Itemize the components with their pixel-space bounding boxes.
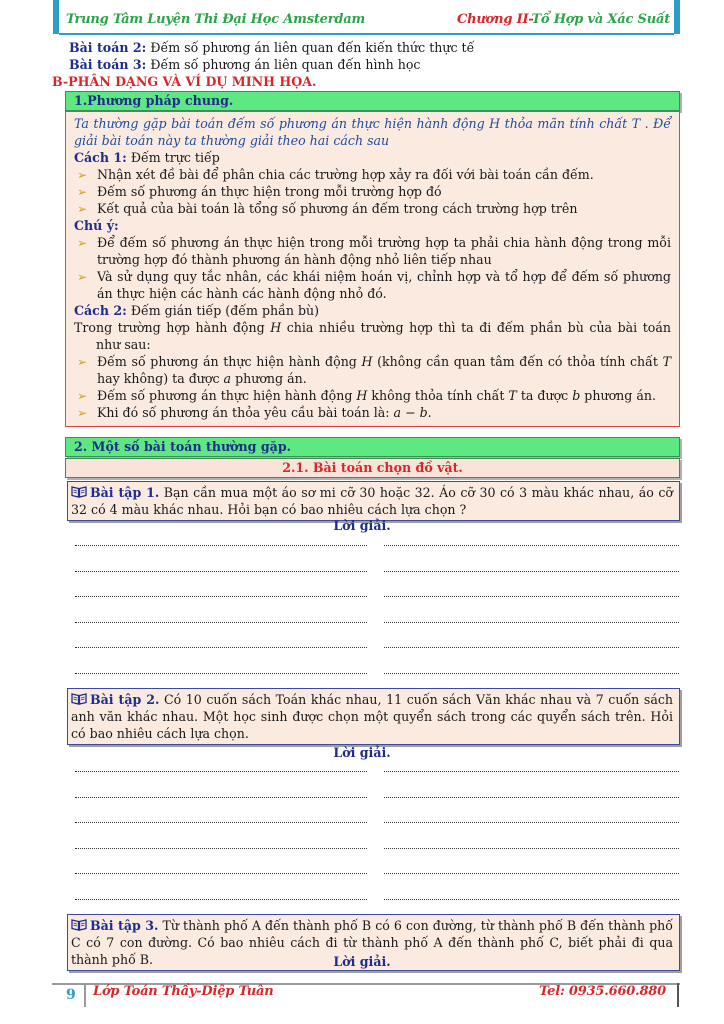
section-b-heading: B-PHÂN DẠNG VÀ VÍ DỤ MINH HỌA. [52, 74, 317, 89]
header-chapter-title [457, 12, 670, 27]
exercise-2-label: Bài tập 2. [90, 692, 160, 707]
answer-dotted-line [75, 545, 367, 546]
method-intro [74, 115, 671, 149]
answer-dotted-line [75, 899, 367, 900]
cach1-heading [74, 149, 671, 166]
answer-dotted-line [75, 797, 367, 798]
list-item-text: Đếm số phương án thực hiện hành động [97, 388, 357, 403]
answer-dotted-line [75, 771, 367, 772]
solution-label: Lời giải. [333, 745, 391, 760]
exercise-3-label: Bài tập 3. [90, 918, 159, 933]
header-right-bar [674, 0, 680, 34]
math-expression: a − b [393, 405, 428, 420]
list-item [74, 268, 671, 302]
arrow-bullet-icon: ➢ [77, 406, 88, 420]
solution-label: Lời giải. [333, 954, 391, 969]
method-box [65, 111, 680, 427]
header-divider [59, 33, 674, 35]
answer-dotted-line [75, 647, 367, 648]
method-intro-text-c: . Để giải bài toán này ta thường giải theo hai cách sau [74, 116, 671, 148]
open-book-icon [71, 919, 87, 931]
answer-dotted-line [384, 596, 679, 597]
cach2-para-text-a: Trong trường hợp hành động [74, 320, 271, 335]
math-var-h: H [489, 116, 501, 131]
list-item-text: Nhận xét đề bài để phân chia các trường hợp xảy ra đối với bài toán cần đếm. [97, 167, 594, 182]
answer-dotted-line [384, 873, 679, 874]
math-var-t: T [631, 116, 641, 131]
arrow-bullet-icon: ➢ [77, 270, 88, 284]
answer-dotted-line [384, 545, 679, 546]
exercise-1-box [67, 481, 680, 521]
list-item [74, 353, 671, 387]
answer-dotted-line [384, 571, 679, 572]
chu-y-label: Chú ý: [74, 218, 119, 233]
list-item-text: ta được [516, 388, 573, 403]
arrow-bullet-icon: ➢ [77, 185, 88, 199]
list-item [74, 404, 671, 421]
exercise-1-text: Bạn cần mua một áo sơ mi cỡ 30 hoặc 32. Áo cỡ 30 có 3 màu khác nhau, áo cỡ 32 có 4 màu khác nhau. Hỏi bạn có bao nhiêu cách lựa chọn ? [71, 485, 674, 517]
math-var-h: H [270, 320, 282, 335]
arrow-bullet-icon: ➢ [77, 202, 88, 216]
list-item-text: phương án. [580, 388, 656, 403]
list-item [74, 200, 671, 217]
intro-problem-3 [69, 57, 420, 72]
answer-dotted-line [384, 771, 679, 772]
footer-phone: Tel: 0935.660.880 [539, 984, 666, 999]
section-2-title: 2. Một số bài toán thường gặp. [65, 437, 680, 457]
cach1-list [74, 166, 671, 217]
answer-dotted-line [75, 822, 367, 823]
list-item-text: Để đếm số phương án thực hiện trong mỗi trường hợp ta phải chia hành động trong mỗi trường hợp đó thành phương án hành động nhỏ liên tiếp nhau [97, 235, 671, 267]
intro-problem-2 [69, 40, 474, 55]
cach2-para-text-b: chia nhiều trường hợp thì ta đi đếm phần bù của bài toán như sau: [96, 320, 671, 352]
intro-problem-2-label: Bài toán 2: [69, 40, 147, 55]
answer-dotted-line [75, 596, 367, 597]
list-item-text: Đếm số phương án thực hiện hành động [97, 354, 362, 369]
footer-right-bar [677, 983, 679, 1007]
arrow-bullet-icon: ➢ [77, 355, 88, 369]
answer-dotted-line [384, 673, 679, 674]
solution-label: Lời giải. [333, 518, 391, 533]
open-book-icon [71, 693, 87, 705]
exercise-2-text: Có 10 cuốn sách Toán khác nhau, 11 cuốn sách Văn khác nhau và 7 cuốn sách anh văn khác nhau. Một học sinh được chọn một quyển sách trong các quyển sách trên. Hỏi có bao nhiêu cách lựa chọn. [71, 692, 673, 741]
answer-dotted-line [384, 647, 679, 648]
chu-y-heading [74, 217, 671, 234]
header-chapter-number: Chương II- [457, 12, 532, 27]
list-item-text: Đếm số phương án thực hiện trong mỗi trường hợp đó [97, 184, 442, 199]
answer-dotted-line [75, 571, 367, 572]
chu-y-list [74, 234, 671, 302]
list-item [74, 387, 671, 404]
math-var-h: H [361, 354, 373, 369]
arrow-bullet-icon: ➢ [77, 236, 88, 250]
math-var-t: T [508, 388, 517, 403]
list-item-text: Và sử dụng quy tắc nhân, các khái niệm hoán vị, chỉnh hợp và tổ hợp để đếm số phương án thực hiện các hành các hành động nhỏ đó. [97, 269, 671, 301]
list-item [74, 166, 671, 183]
list-item-text: hay không) ta được [97, 371, 224, 386]
answer-dotted-line [384, 822, 679, 823]
list-item-text: Kết quả của bài toán là tổng số phương án đếm trong cách trường hợp trên [97, 201, 578, 216]
cach2-text: Đếm gián tiếp (đếm phần bù) [126, 303, 320, 318]
method-intro-text-a: Ta thường gặp bài toán đếm số phương án thực hiện hành động [74, 116, 490, 131]
section-2-1-title: 2.1. Bài toán chọn đồ vật. [65, 458, 680, 478]
header-center-name: Trung Tâm Luyện Thi Đại Học Amsterdam [66, 12, 366, 27]
cach1-label: Cách 1: [74, 150, 127, 165]
footer-separator [84, 983, 86, 1007]
header-chapter-topic: Tổ Hợp và Xác Suất [531, 12, 670, 27]
exercise-1-label: Bài tập 1. [90, 485, 160, 500]
math-var-a: a [223, 371, 232, 386]
math-var-h: H [356, 388, 368, 403]
answer-dotted-line [75, 848, 367, 849]
answer-dotted-line [75, 673, 367, 674]
intro-problem-3-text: Đếm số phương án liên quan đến hình học [146, 57, 421, 72]
answer-dotted-line [384, 797, 679, 798]
answer-dotted-line [75, 873, 367, 874]
list-item-text: . [427, 405, 432, 420]
footer-class-name: Lớp Toán Thầy-Diệp Tuân [93, 984, 274, 999]
cach2-label: Cách 2: [74, 303, 127, 318]
list-item [74, 183, 671, 200]
list-item-text: không thỏa tính chất [367, 388, 509, 403]
intro-problem-2-text: Đếm số phương án liên quan đến kiến thức thực tế [146, 40, 475, 55]
cach2-heading [74, 302, 671, 319]
page-number: 9 [66, 987, 76, 1003]
exercise-3-text: Từ thành phố A đến thành phố B có 6 con đường, từ thành phố B đến thành phố C có 7 con đường. Có bao nhiêu cách đi từ thành phố A đến thành phố C, biết phải đi qua thành phố B. [71, 918, 673, 967]
answer-dotted-line [384, 899, 679, 900]
answer-dotted-line [384, 848, 679, 849]
list-item-text: (không cần quan tâm đến có thỏa tính chất [372, 354, 663, 369]
open-book-icon [71, 486, 87, 498]
arrow-bullet-icon: ➢ [77, 168, 88, 182]
arrow-bullet-icon: ➢ [77, 389, 88, 403]
math-var-b: b [572, 388, 581, 403]
method-intro-text-b: thỏa mãn tính chất [500, 116, 632, 131]
list-item-text: Khi đó số phương án thỏa yêu cầu bài toán là: [97, 405, 394, 420]
answer-dotted-line [75, 622, 367, 623]
cach2-paragraph [74, 319, 671, 353]
answer-dotted-line [384, 622, 679, 623]
intro-problem-3-label: Bài toán 3: [69, 57, 147, 72]
list-item [74, 234, 671, 268]
exercise-2-box [67, 688, 680, 745]
cach2-list [74, 353, 671, 421]
header-left-bar [53, 0, 59, 34]
math-var-t: T [662, 354, 671, 369]
list-item-text: phương án. [231, 371, 307, 386]
section-1-title: 1.Phương pháp chung. [65, 91, 680, 111]
cach1-text: Đếm trực tiếp [126, 150, 220, 165]
